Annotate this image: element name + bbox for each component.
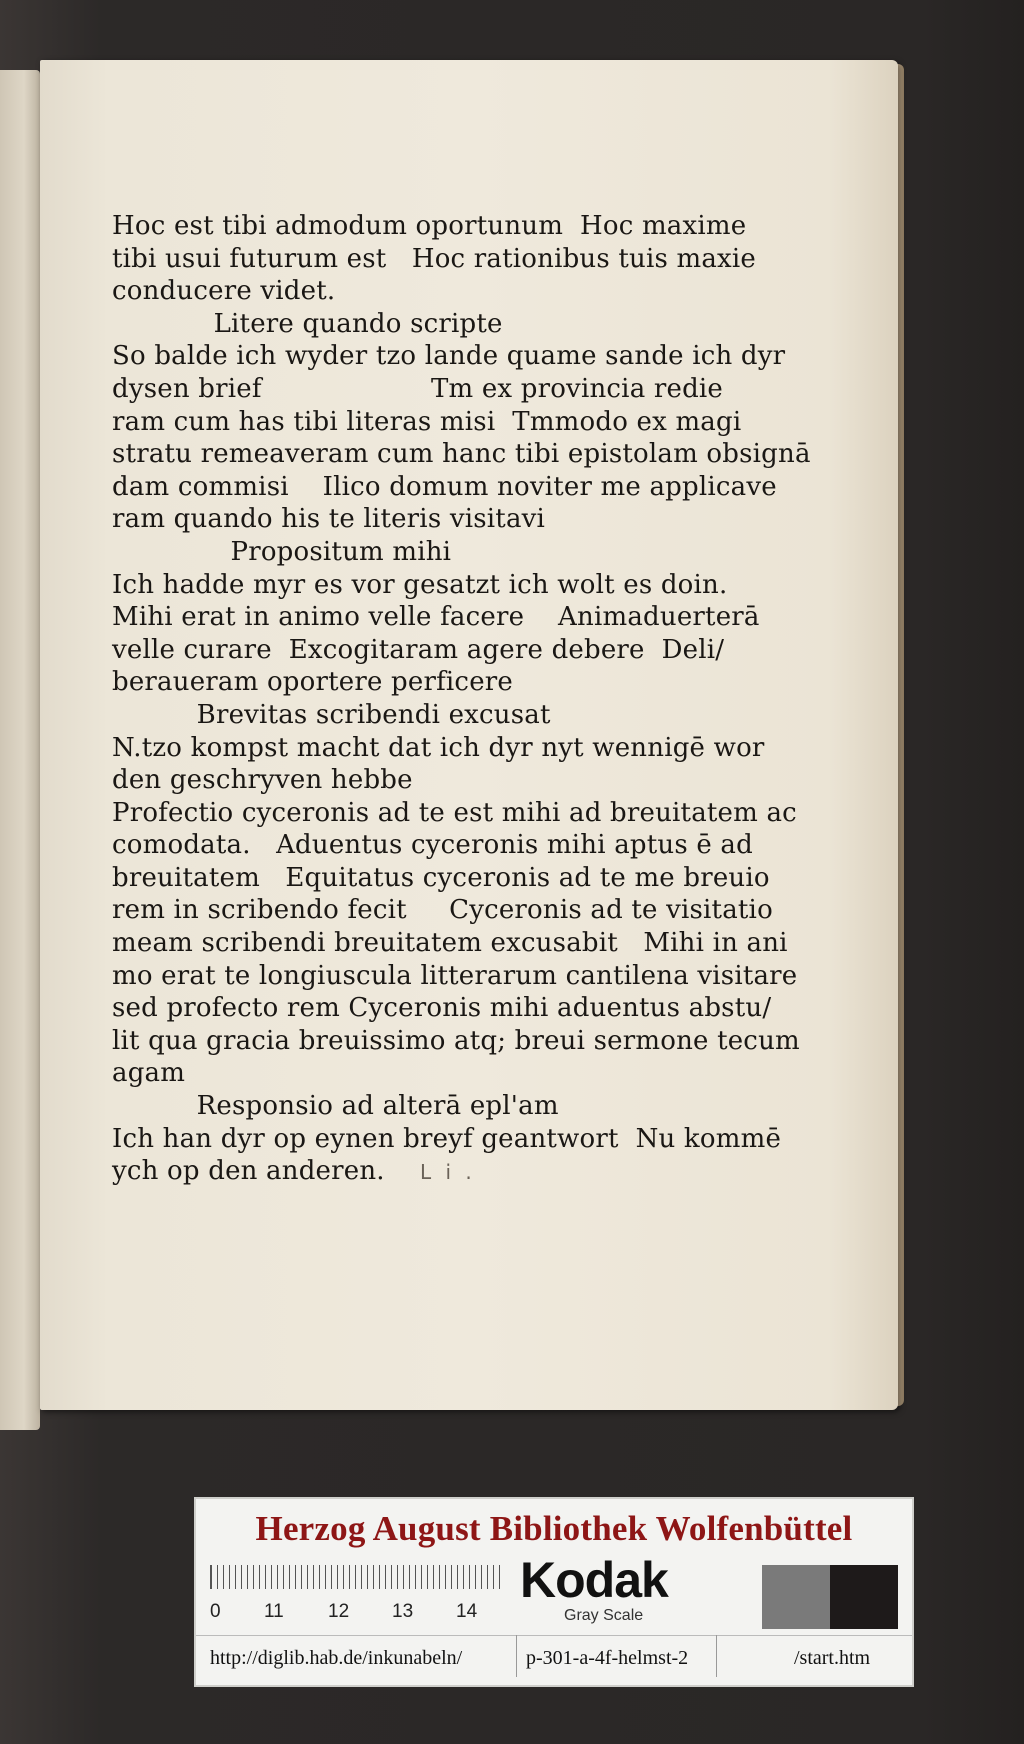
ruler-label: 13 xyxy=(392,1601,414,1622)
text-line: den geschryven hebbe xyxy=(112,765,413,796)
facing-page-edge xyxy=(0,70,40,1430)
text-line: beraueram oportere perficere xyxy=(112,667,513,698)
text-line: lit qua gracia breuissimo atq; breui sermone tecum xyxy=(112,1025,800,1056)
measurement-ruler xyxy=(210,1565,502,1625)
text-line: So balde ich wyder tzo lande quame sande ich dyr xyxy=(112,341,786,372)
signature-mark: L i . xyxy=(420,1160,476,1184)
gray-swatch xyxy=(762,1565,830,1629)
text-line: Mihi erat in animo velle facere Animaduerterā xyxy=(112,602,760,633)
url-row xyxy=(196,1639,912,1679)
text-line: sed profecto rem Cyceronis mihi aduentus abstu/ xyxy=(112,993,772,1024)
text-line: Responsio ad alterā epl'am xyxy=(112,1091,559,1122)
text-line: meam scribendi breuitatem excusabit Mihi in ani xyxy=(112,928,788,959)
text-line: velle curare Excogitaram agere debere Deli/ xyxy=(112,634,725,665)
text-line: Litere quando scripte xyxy=(112,308,503,339)
text-line: Propositum mihi xyxy=(112,536,452,567)
card-divider xyxy=(196,1635,912,1636)
text-line: ram quando his te literis visitavi xyxy=(112,504,546,535)
ruler-label: 12 xyxy=(328,1601,350,1622)
text-line: ram cum has tibi literas misi Tmmodo ex magi xyxy=(112,406,742,437)
ruler-label: 0 xyxy=(210,1601,221,1622)
text-line: Ich han dyr op eynen breyf geantwort Nu kommē xyxy=(112,1123,782,1154)
library-title: Herzog August Bibliothek Wolfenbüttel xyxy=(255,1509,853,1548)
text-line: ych op den anderen. xyxy=(112,1156,385,1187)
kodak-logo: Kodak xyxy=(520,1552,668,1608)
ruler-label: 14 xyxy=(456,1601,478,1622)
ruler-ticks xyxy=(210,1565,501,1589)
text-line: mo erat te longiuscula litterarum cantilena visitare xyxy=(112,960,798,991)
gray-swatch xyxy=(830,1565,898,1629)
gray-scale-swatches xyxy=(694,1565,898,1629)
text-line: comodata. Aduentus cyceronis mihi aptus ē ad xyxy=(112,830,753,861)
color-target-card xyxy=(194,1497,914,1687)
gray-swatch xyxy=(694,1565,762,1629)
kodak-gray-scale-label: Gray Scale xyxy=(564,1607,644,1624)
text-line: Profectio cyceronis ad te est mihi ad breuitatem ac xyxy=(112,797,797,828)
url-end: /start.htm xyxy=(794,1647,871,1669)
url-base: http://diglib.hab.de/inkunabeln/ xyxy=(210,1647,463,1669)
ruler-labels xyxy=(210,1601,500,1623)
text-line: rem in scribendo fecit Cyceronis ad te visitatio xyxy=(112,895,773,926)
text-line: Hoc est tibi admodum oportunum Hoc maxime xyxy=(112,211,747,241)
ruler-label: 11 xyxy=(264,1601,284,1622)
text-line: tibi usui futurum est Hoc rationibus tuis maxie xyxy=(112,243,757,274)
text-line: breuitatem Equitatus cyceronis ad te me breuio xyxy=(112,862,770,893)
incunable-text-block xyxy=(112,210,811,1188)
text-line: stratu remeaveram cum hanc tibi epistolam obsignā xyxy=(112,439,811,470)
text-line: conducere videt. xyxy=(112,276,336,307)
text-line: agam xyxy=(112,1058,186,1089)
text-line: N.tzo kompst macht dat ich dyr nyt wennigē wor xyxy=(112,732,765,763)
text-line: Ich hadde myr es vor gesatzt ich wolt es doin. xyxy=(112,569,728,600)
text-line: Brevitas scribendi excusat xyxy=(112,699,551,730)
text-line: dysen brief Tm ex provincia redie xyxy=(112,373,724,404)
url-id: p-301-a-4f-helmst-2 xyxy=(526,1647,689,1669)
text-line: dam commisi Ilico domum noviter me applicave xyxy=(112,471,777,502)
